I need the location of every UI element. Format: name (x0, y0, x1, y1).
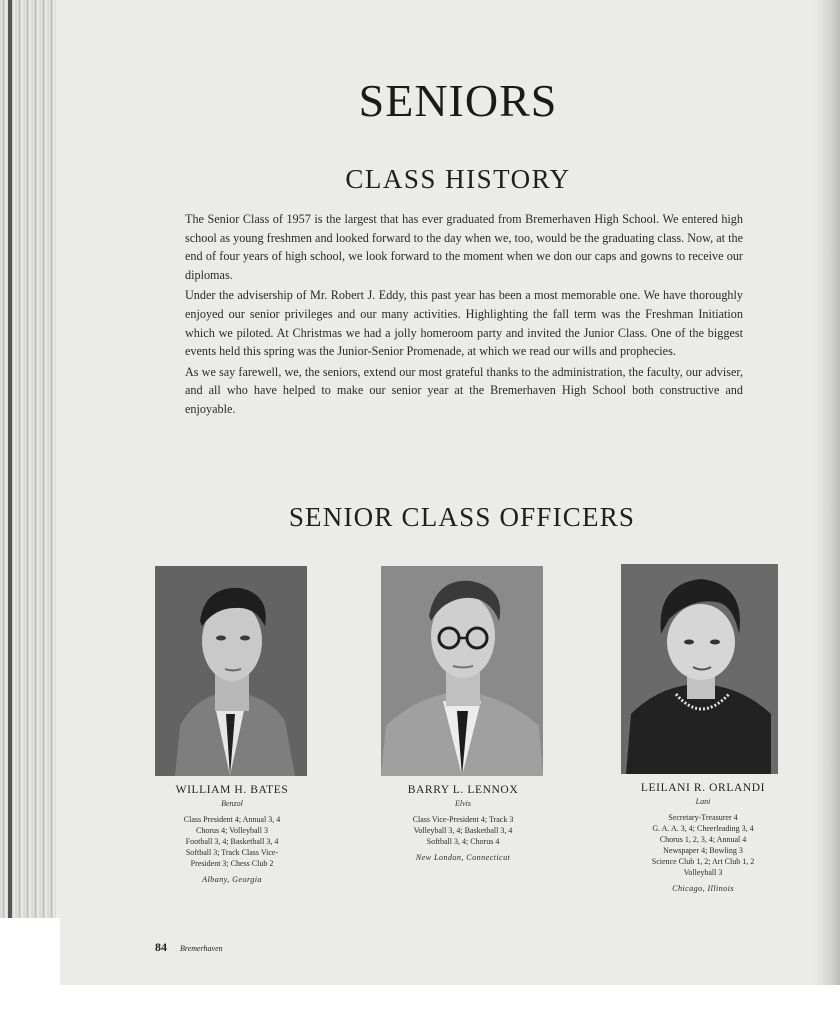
officer-activity: G. A. A. 3, 4; Cheerleading 3, 4 (652, 824, 754, 833)
officer-name: LEILANI R. ORLANDI (640, 782, 766, 794)
portrait-bates (155, 566, 307, 776)
officers-heading: SENIOR CLASS OFFICERS (288, 502, 636, 532)
class-history-text (185, 210, 743, 421)
officer-activity: Class Vice-President 4; Track 3 (412, 815, 514, 824)
officer-nickname: Benzol (221, 799, 243, 808)
officer-activity: Volleyball 3, 4; Basketball 3, 4 (413, 826, 513, 835)
officer-activity: Chorus 4; Volleyball 3 (196, 826, 268, 835)
officer-activity: Volleyball 3 (683, 868, 723, 877)
officer-nickname: Lani (695, 797, 711, 806)
officer-activity: Newspaper 4; Bowling 3 (663, 846, 743, 855)
officer-activity: Football 3, 4; Basketball 3, 4 (185, 837, 279, 846)
footer-school-name: Bremerhaven (180, 944, 223, 953)
officer-activity: Softball 3, 4; Chorus 4 (426, 837, 500, 846)
page-footer (155, 940, 223, 955)
officer-card-bates (150, 784, 314, 884)
officer-activity: Science Club 1, 2; Art Club 1, 2 (651, 857, 755, 866)
officer-card-orlandi (620, 782, 786, 893)
officer-hometown: Chicago, Illinois (672, 884, 734, 893)
class-history-heading: CLASS HISTORY (345, 164, 571, 194)
officer-photo-lennox (381, 566, 543, 776)
officer-name: WILLIAM H. BATES (175, 784, 289, 796)
officer-photo-orlandi (621, 564, 778, 774)
history-paragraph: Under the advisership of Mr. Robert J. Eddy, this past year has been a most memorable one. We have thoroughly enjoyed our senior privileges and our many activities. Highlighting the fall term was the Freshman Initiation which we piloted. At Christmas we had a jolly homeroom party and invited the Junior Class. One of the biggest events held this spring was the Junior-Senior Promenade, at which we read our wills and prophecies. (185, 288, 743, 359)
officer-activity: Softball 3; Track Class Vice- (185, 848, 279, 857)
portrait-orlandi (621, 564, 778, 774)
officer-activity: President 3; Chess Club 2 (190, 859, 274, 868)
officer-nickname: Elvis (455, 799, 471, 808)
officer-photo-bates (155, 566, 307, 776)
officer-activity: Secretary-Treasurer 4 (668, 813, 738, 822)
officer-hometown: Albany, Georgia (202, 875, 262, 884)
officer-activity: Chorus 1, 2, 3, 4; Annual 4 (659, 835, 747, 844)
officer-activity: Class President 4; Annual 3, 4 (183, 815, 281, 824)
history-paragraph: The Senior Class of 1957 is the largest that has ever graduated from Bremerhaven High School. We entered high school as young freshmen and looked forward to the day when we, too, would be the graduating class. Now, at the end of four years of high school, we look forward to the moment when we don our caps and gowns to receive our diplomas. (185, 212, 743, 282)
officer-hometown: New London, Connecticut (415, 853, 511, 862)
page-number: 84 (155, 940, 167, 954)
history-paragraph: As we say farewell, we, the seniors, extend our most grateful thanks to the administration, the faculty, our adviser, and all who have helped to make our senior year at the Bremerhaven High School both constructive and enjoyable. (185, 364, 743, 416)
portrait-lennox (381, 566, 543, 776)
page-title: SENIORS (358, 75, 558, 126)
officer-card-lennox (380, 784, 546, 862)
officer-name: BARRY L. LENNOX (407, 784, 519, 796)
